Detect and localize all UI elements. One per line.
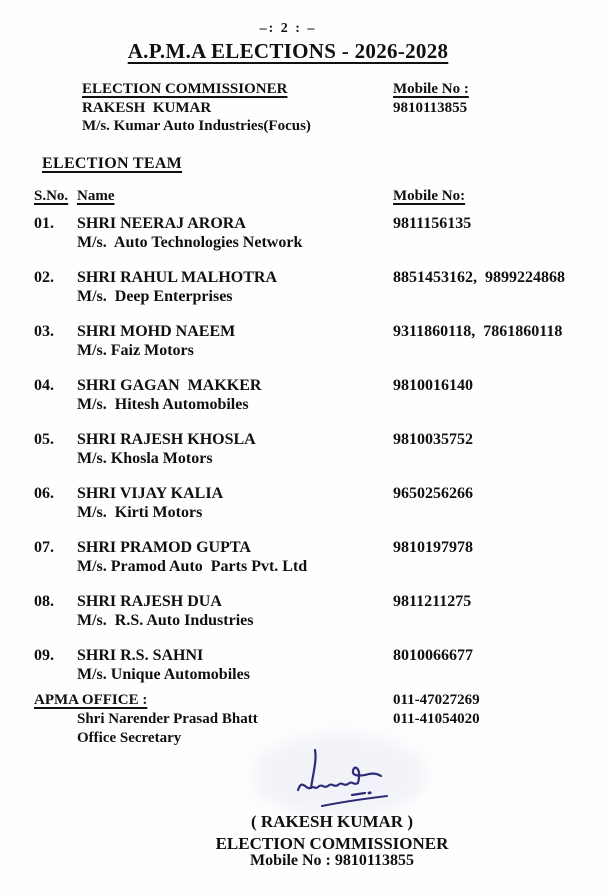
row-sno: 02. xyxy=(34,269,54,286)
table-row xyxy=(0,323,609,363)
row-name: SHRI R.S. SAHNI xyxy=(77,647,204,664)
col-header-name: Name xyxy=(77,188,115,204)
row-sno: 03. xyxy=(34,323,54,340)
office-phone-1: 011-47027269 xyxy=(393,692,480,708)
office-contact-title: Office Secretary xyxy=(77,730,182,746)
row-name: SHRI PRAMOD GUPTA xyxy=(77,539,251,556)
table-row xyxy=(0,647,609,687)
commissioner-firm: M/s. Kumar Auto Industries(Focus) xyxy=(82,118,311,134)
table-row xyxy=(0,377,609,417)
table-row xyxy=(0,431,609,471)
row-firm: M/s. R.S. Auto Industries xyxy=(77,612,254,629)
row-sno: 04. xyxy=(34,377,54,394)
row-sno: 01. xyxy=(34,215,54,232)
row-sno: 08. xyxy=(34,593,54,610)
row-mobile: 8851453162, 9899224868 xyxy=(393,269,565,286)
row-name: SHRI RAJESH DUA xyxy=(77,593,222,610)
row-mobile: 9810035752 xyxy=(393,431,473,448)
row-mobile: 9311860118, 7861860118 xyxy=(393,323,563,340)
row-firm: M/s. Kirti Motors xyxy=(77,504,203,521)
table-row xyxy=(0,593,609,633)
page-title: A.P.M.A ELECTIONS - 2026-2028 xyxy=(127,39,449,63)
row-firm: M/s. Khosla Motors xyxy=(77,450,213,467)
col-header-mobile: Mobile No: xyxy=(393,188,466,204)
row-sno: 09. xyxy=(34,647,54,664)
row-mobile: 9811156135 xyxy=(393,215,472,232)
row-name: SHRI RAHUL MALHOTRA xyxy=(77,269,278,286)
signatory-title: ELECTION COMMISSIONER xyxy=(215,834,449,853)
row-name: SHRI VIJAY KALIA xyxy=(77,485,224,502)
commissioner-mobile: 9810113855 xyxy=(393,100,468,116)
row-name: SHRI MOHD NAEEM xyxy=(77,323,236,340)
row-name: SHRI GAGAN MAKKER xyxy=(77,377,262,394)
row-firm: M/s. Pramod Auto Parts Pvt. Ltd xyxy=(77,558,308,575)
signature-ink-icon xyxy=(290,746,400,810)
commissioner-heading: ELECTION COMMISSIONER xyxy=(82,81,288,97)
row-firm: M/s. Auto Technologies Network xyxy=(77,234,303,251)
row-mobile: 9650256266 xyxy=(393,485,473,502)
page-number: –: 2 : – xyxy=(259,21,317,36)
row-mobile: 9811211275 xyxy=(393,593,472,610)
commissioner-name: RAKESH KUMAR xyxy=(82,100,212,116)
team-heading: ELECTION TEAM xyxy=(42,155,183,172)
signatory-mobile: Mobile No : 9810113855 xyxy=(250,852,414,869)
office-contact-name: Shri Narender Prasad Bhatt xyxy=(77,711,258,727)
row-name: SHRI NEERAJ ARORA xyxy=(77,215,246,232)
row-firm: M/s. Faiz Motors xyxy=(77,342,194,359)
office-phone-2: 011-41054020 xyxy=(393,711,480,727)
row-mobile: 9810197978 xyxy=(393,539,473,556)
row-name: SHRI RAJESH KHOSLA xyxy=(77,431,256,448)
commissioner-mobile-label: Mobile No : xyxy=(393,81,469,97)
row-firm: M/s. Unique Automobiles xyxy=(77,666,250,683)
table-row xyxy=(0,215,609,255)
row-firm: M/s. Hitesh Automobiles xyxy=(77,396,249,413)
table-row xyxy=(0,539,609,579)
office-heading: APMA OFFICE : xyxy=(34,692,148,708)
row-mobile: 8010066677 xyxy=(393,647,473,664)
col-header-sno: S.No. xyxy=(34,188,69,204)
table-row xyxy=(0,269,609,309)
row-sno: 06. xyxy=(34,485,54,502)
row-sno: 07. xyxy=(34,539,54,556)
table-row xyxy=(0,485,609,525)
signatory-name: ( RAKESH KUMAR ) xyxy=(251,812,413,831)
row-mobile: 9810016140 xyxy=(393,377,473,394)
row-sno: 05. xyxy=(34,431,54,448)
row-firm: M/s. Deep Enterprises xyxy=(77,288,233,305)
